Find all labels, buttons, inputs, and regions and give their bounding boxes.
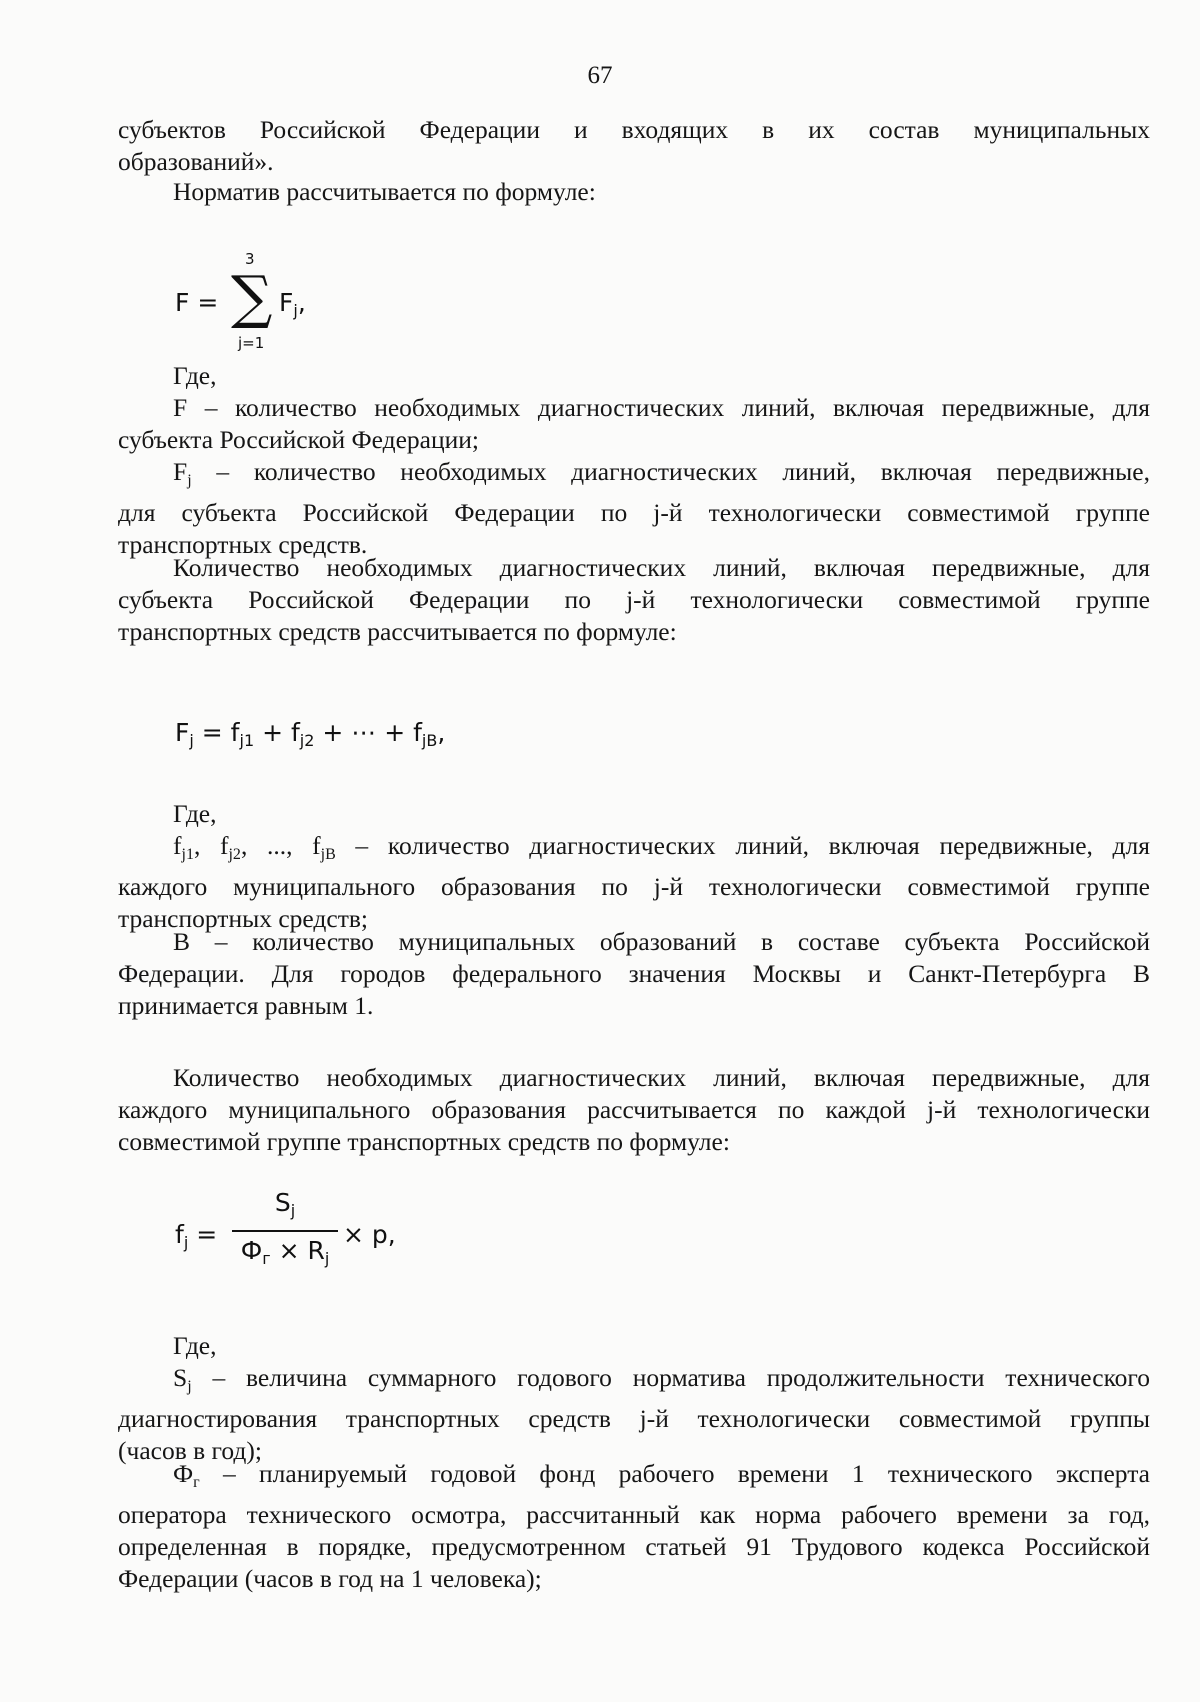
- norm-intro: Норматив рассчитывается по формуле:: [173, 177, 596, 206]
- def-f-text: – количество диагностических линий, включая передвижные, для: [335, 831, 1150, 860]
- def-f-s2: j2: [228, 846, 241, 863]
- frac-lhs-symbol: f: [175, 1220, 184, 1249]
- frac-denominator: [229, 1236, 341, 1268]
- def-S-symbol: S: [173, 1363, 188, 1392]
- fj-dots: + ⋯ + f: [314, 718, 422, 747]
- sum-term-tail: ,: [297, 288, 306, 317]
- where-label-3: Где,: [173, 1331, 217, 1360]
- fj-t1-sub: j1: [239, 731, 255, 750]
- paragraph-3: [118, 1062, 1150, 1158]
- def-Fj-line-3: транспортных средств.: [118, 530, 368, 559]
- fj-t2-sub: j2: [299, 731, 315, 750]
- fj-tail: ,: [437, 718, 446, 747]
- frac-den-a-sub: г: [262, 1249, 271, 1268]
- frac-lhs: [175, 1220, 217, 1252]
- def-S-line-1: [118, 1362, 1150, 1403]
- where-label-1: Где,: [173, 361, 217, 390]
- intro-line-1: субъектов Российской Федерации и входящих в их состав муниципальных: [118, 115, 1150, 144]
- def-S-line-2: диагностирования транспортных средств j-й технологически совместимой группы: [118, 1404, 1150, 1433]
- def-f-line-1: [118, 830, 1150, 871]
- frac-den-x: × R: [270, 1236, 325, 1265]
- fj-plus1: + f: [254, 718, 300, 747]
- para3-line-3: совместимой группе транспортных средств по формуле:: [118, 1127, 730, 1156]
- sum-lhs: F =: [175, 288, 219, 317]
- def-S-line-3: (часов в год);: [118, 1436, 262, 1465]
- where-label-2: Где,: [173, 799, 217, 828]
- def-f-p2: , f: [193, 831, 229, 860]
- para2-line-1: Количество необходимых диагностических линий, включая передвижные, для: [173, 553, 1150, 582]
- fj-eq: = f: [193, 718, 240, 747]
- frac-num-sub: j: [290, 1201, 296, 1220]
- def-f-line-3: транспортных средств;: [118, 904, 368, 933]
- fj-t3-sub: jB: [421, 731, 438, 750]
- para2-line-3: транспортных средств рассчитывается по формуле:: [118, 617, 677, 646]
- def-Fj: [118, 456, 1150, 561]
- para3-line-1: Количество необходимых диагностических линий, включая передвижные, для: [173, 1063, 1150, 1092]
- def-S: [118, 1362, 1150, 1467]
- def-Fj-line-1: [118, 456, 1150, 497]
- def-S-sub: j: [187, 1378, 192, 1395]
- def-Fj-text: – количество необходимых диагностических линий, включая передвижные,: [191, 457, 1150, 486]
- intro-line-2: образований».: [118, 147, 274, 176]
- def-f-s3: jB: [320, 846, 336, 863]
- sum-upper-limit: 3: [245, 250, 255, 268]
- def-f-p3: , ..., f: [240, 831, 321, 860]
- def-Phi-sub: г: [193, 1474, 200, 1491]
- frac-den-b-sub: j: [324, 1249, 330, 1268]
- def-Phi-line-3: определенная в порядке, предусмотренном статьей 91 Трудового кодекса Российской: [118, 1532, 1150, 1561]
- fj-lhs: F: [175, 718, 190, 747]
- para3-line-2: каждого муниципального образования рассчитывается по каждой j-й технологически: [118, 1095, 1150, 1124]
- frac-numerator: [235, 1188, 335, 1220]
- def-Phi-line-4: Федерации (часов в год на 1 человека);: [118, 1564, 542, 1593]
- def-f-line-2: каждого муниципального образования по j-й технологически совместимой группе: [118, 872, 1150, 901]
- frac-num-symbol: S: [274, 1188, 291, 1217]
- formula-fj-sum: [175, 718, 445, 750]
- fraction-bar: [232, 1230, 338, 1232]
- def-B: [118, 926, 1150, 1022]
- para2-line-2: субъекта Российской Федерации по j-й технологически совместимой группе: [118, 585, 1150, 614]
- frac-lhs-sub: j: [183, 1233, 189, 1252]
- def-Fj-line-2: для субъекта Российской Федерации по j-й технологически совместимой группе: [118, 498, 1150, 527]
- def-Phi: [118, 1458, 1150, 1595]
- def-S-text: – величина суммарного годового норматива продолжительности технического: [191, 1363, 1150, 1392]
- intro-paragraph: [118, 114, 1150, 178]
- sigma-symbol: ∑: [231, 263, 273, 331]
- sum-lower-limit: j=1: [238, 334, 265, 352]
- def-F-line-2: субъекта Российской Федерации;: [118, 425, 479, 454]
- def-f-p1: f: [173, 831, 182, 860]
- def-Phi-line-2: оператора технического осмотра, рассчитанный как норма рабочего времени за год,: [118, 1500, 1150, 1529]
- def-Fj-symbol: F: [173, 457, 188, 486]
- def-Phi-symbol: Ф: [173, 1459, 194, 1488]
- def-F-line-1: F – количество необходимых диагностических линий, включая передвижные, для: [173, 393, 1150, 422]
- def-f-terms: [118, 830, 1150, 935]
- def-B-line-2: Федерации. Для городов федерального значения Москвы и Санкт-Петербурга В: [118, 959, 1150, 988]
- frac-den-a: Ф: [240, 1236, 263, 1265]
- frac-eq: =: [188, 1220, 218, 1249]
- def-Fj-sub: j: [187, 472, 192, 489]
- page-number: 67: [587, 62, 613, 89]
- sum-term-sub: j: [293, 301, 298, 320]
- def-Phi-text: – планируемый годовой фонд рабочего времени 1 технического эксперта: [199, 1459, 1150, 1488]
- def-B-line-3: принимается равным 1.: [118, 991, 374, 1020]
- sum-term: [279, 288, 306, 320]
- def-B-line-1: В – количество муниципальных образований в составе субъекта Российской: [173, 927, 1150, 956]
- def-F: [118, 392, 1150, 456]
- def-Phi-line-1: [118, 1458, 1150, 1499]
- paragraph-2: [118, 552, 1150, 648]
- frac-rhs: × p,: [343, 1220, 396, 1249]
- sum-term-symbol: F: [279, 288, 294, 317]
- def-f-s1: j1: [181, 846, 194, 863]
- fj-lhs-sub: j: [189, 731, 194, 750]
